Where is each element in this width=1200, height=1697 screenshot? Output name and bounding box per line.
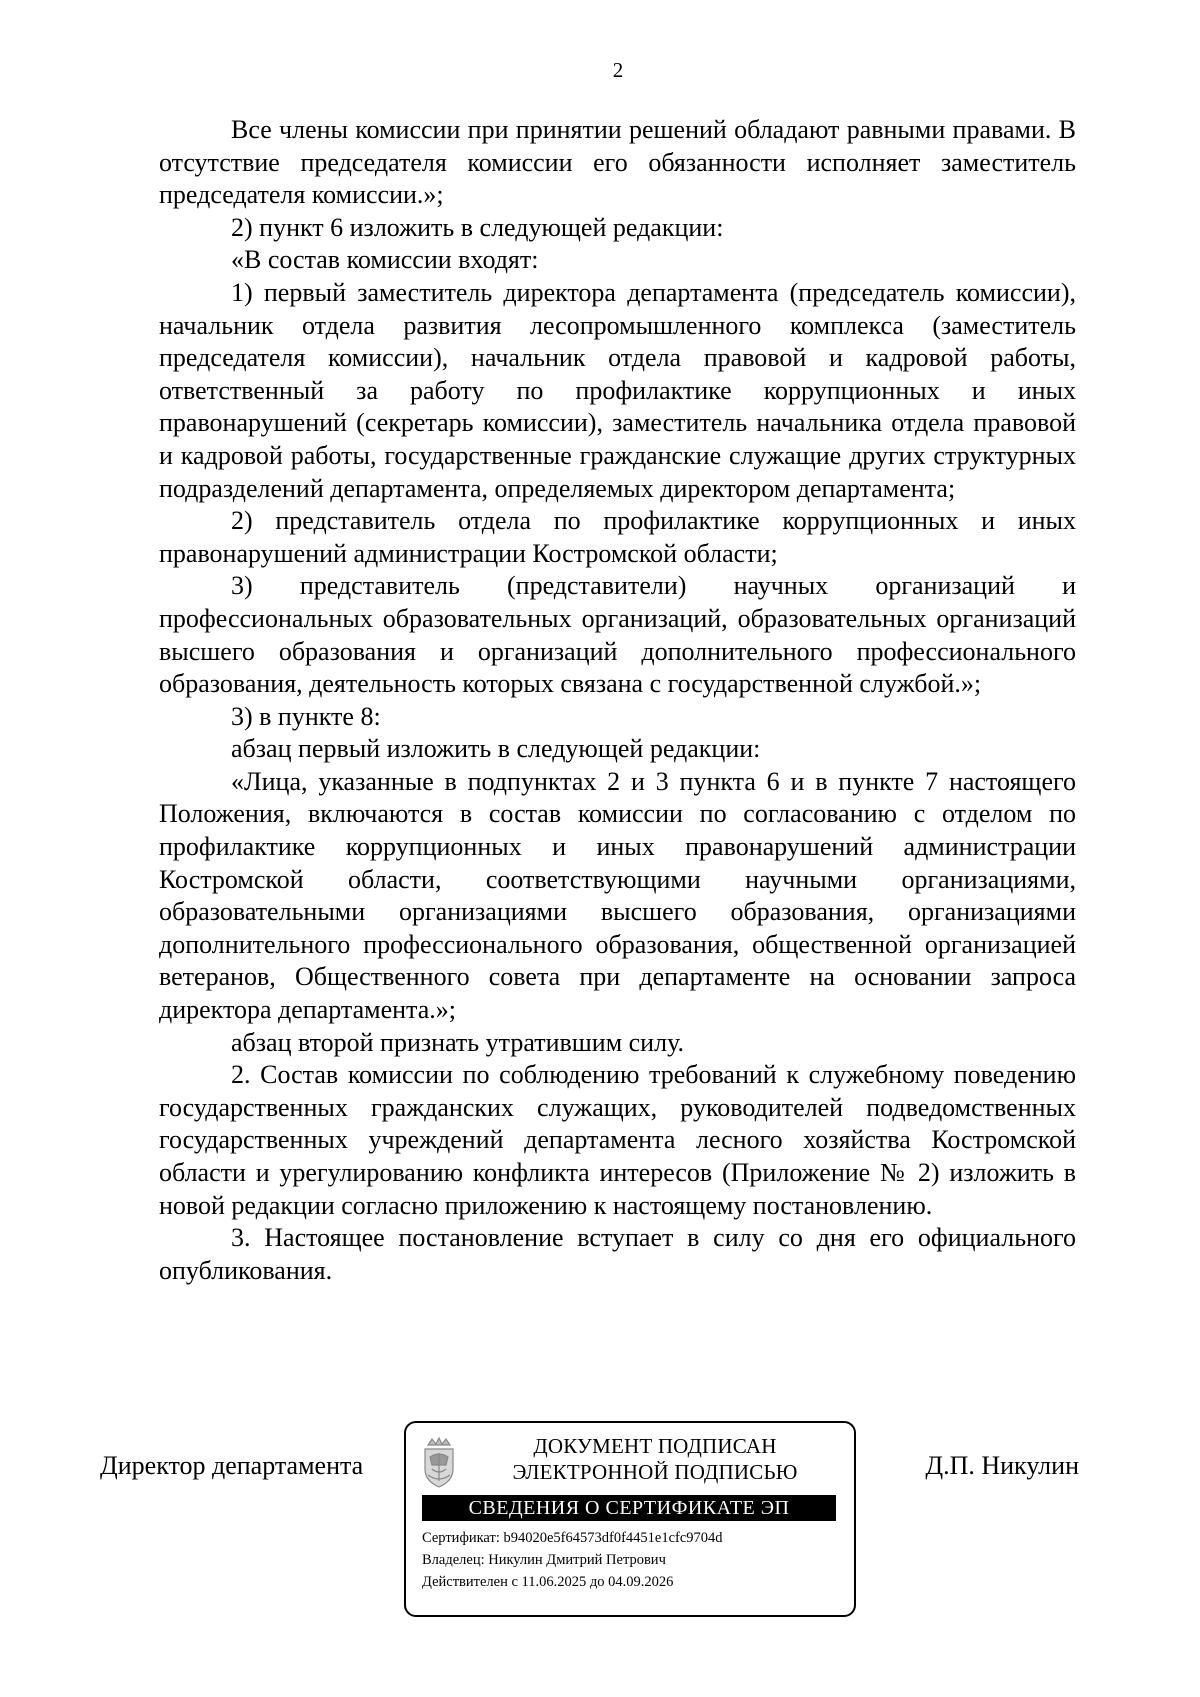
paragraph: 1) первый заместитель директора департамента (председатель комиссии), начальник отдела развития лесопромышленного комплекса (заместитель председателя комиссии), начальник отдела правовой и кадровой работы, ответственный за работу по профилактике коррупционных и иных правонарушений (секретарь комиссии), заместитель начальника отдела правовой и кадровой работы, государственные гражданские служащие других структурных подразделений департамента, определяемых директором департамента;: [159, 277, 1076, 503]
paragraph: 2) пункт 6 изложить в следующей редакции:: [231, 212, 724, 242]
paragraph: 3) в пункте 8:: [231, 701, 381, 731]
paragraph: 2) представитель отдела по профилактике коррупционных и иных правонарушений администрации Костромской области;: [159, 506, 1076, 568]
paragraph: абзац первый изложить в следующей редакции:: [231, 734, 761, 764]
certificate-owner: Владелец: Никулин Дмитрий Петрович: [422, 1552, 666, 1568]
document-body: [159, 114, 1076, 1287]
certificate-info-bar: СВЕДЕНИЯ О СЕРТИФИКАТЕ ЭП: [422, 1495, 836, 1521]
electronic-signature-stamp: [404, 1421, 856, 1617]
paragraph: 3) представитель (представители) научных организаций и профессиональных образовательных организаций, образовательных организаций высшего образования и организаций дополнительного профессионального образования, деятельность которых связана с государственной службой.»;: [159, 571, 1076, 699]
paragraph: Все члены комиссии при принятии решений обладают равными правами. В отсутствие председателя комиссии его обязанности исполняет заместитель председателя комиссии.»;: [159, 115, 1076, 210]
paragraph: абзац второй признать утратившим силу.: [231, 1027, 684, 1057]
certificate-number: Сертификат: b94020e5f64573df0f4451e1cfc9704d: [422, 1530, 723, 1546]
stamp-title-line: ДОКУМЕНТ ПОДПИСАН: [533, 1434, 777, 1458]
page-number: 2: [612, 58, 624, 82]
stamp-title: [466, 1433, 844, 1485]
paragraph: 3. Настоящее постановление вступает в силу со дня его официального опубликования.: [159, 1223, 1076, 1285]
certificate-details: [422, 1527, 723, 1593]
paragraph: «В состав комиссии входят:: [231, 245, 539, 275]
paragraph: 2. Состав комиссии по соблюдению требований к служебному поведению государственных гражданских служащих, руководителей подведомственных государственных учреждений департамента лесного хозяйства Костромской области и урегулированию конфликта интересов (Приложение № 2) изложить в новой редакции согласно приложению к настоящему постановлению.: [159, 1060, 1076, 1220]
signer-position: Директор департамента: [100, 1451, 364, 1480]
coat-of-arms-icon: [420, 1435, 458, 1489]
signer-name: Д.П. Никулин: [925, 1451, 1079, 1480]
paragraph: «Лица, указанные в подпунктах 2 и 3 пункта 6 и в пункте 7 настоящего Положения, включаются в состав комиссии по согласованию с отделом по профилактике коррупционных и иных правонарушений администрации Костромской области, соответствующими научными организациями, образовательными организациями высшего образования, организациями дополнительного профессионального образования, общественной организацией ветеранов, Общественного совета при департаменте на основании запроса директора департамента.»;: [159, 766, 1076, 1025]
stamp-title-line: ЭЛЕКТРОННОЙ ПОДПИСЬЮ: [512, 1460, 798, 1484]
certificate-validity: Действителен с 11.06.2025 до 04.09.2026: [422, 1574, 674, 1590]
